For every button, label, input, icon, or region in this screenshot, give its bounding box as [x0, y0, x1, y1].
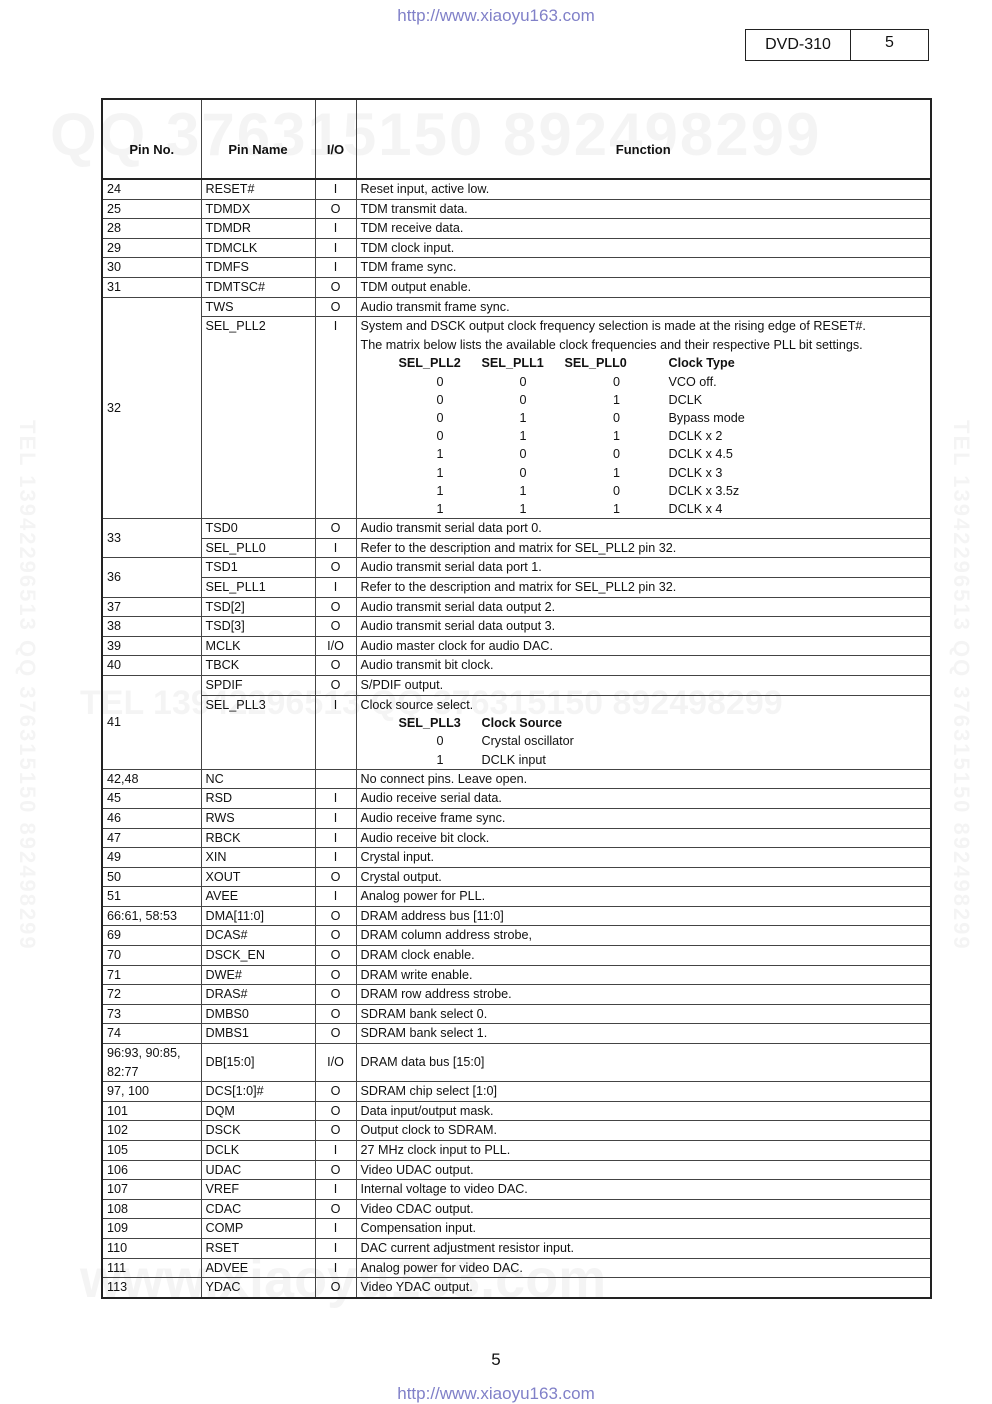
- pin-io: I: [315, 538, 356, 558]
- pin-io: O: [315, 656, 356, 676]
- pin-function: DRAM address bus [11:0]: [356, 906, 931, 926]
- pin-name: DMA[11:0]: [201, 906, 315, 926]
- pin-function: DAC current adjustment resistor input.: [356, 1238, 931, 1258]
- matrix-cell: 0: [612, 374, 620, 389]
- matrix-cell: 1: [436, 483, 444, 498]
- pin-name: TBCK: [201, 656, 315, 676]
- pin-function: Audio transmit serial data output 2.: [356, 597, 931, 617]
- pin-number: 45: [102, 789, 201, 809]
- table-row: [102, 1004, 931, 1024]
- table-header-row: [102, 99, 931, 179]
- pin-number: 31: [102, 277, 201, 297]
- pin-name: TSD1: [201, 558, 315, 578]
- pin-96-group: [102, 1044, 931, 1082]
- pin-name: SEL_PLL1: [201, 577, 315, 597]
- matrix-cell: 1: [612, 465, 620, 480]
- pin-name: DCAS#: [201, 926, 315, 946]
- matrix-cell: 0: [436, 429, 444, 444]
- pin-io: O: [315, 1024, 356, 1044]
- table-row: [102, 1219, 931, 1239]
- table-row: [102, 1082, 931, 1102]
- pin-number: 28: [102, 219, 201, 239]
- pin-function: Audio transmit serial data port 0.: [356, 519, 931, 539]
- table-row: [102, 1044, 931, 1082]
- table-row: [102, 789, 931, 809]
- matrix-cell: 1: [436, 752, 444, 767]
- pin-number: 47: [102, 828, 201, 848]
- pin-name: DSCK_EN: [201, 946, 315, 966]
- matrix-cell: 0: [436, 374, 444, 389]
- table-row: [102, 258, 931, 278]
- pin-io: O: [315, 199, 356, 219]
- matrix-cell: DCLK x 4: [668, 501, 723, 516]
- table-row: [102, 1141, 931, 1161]
- pin-io: I: [315, 848, 356, 868]
- pin-number: 37: [102, 597, 201, 617]
- table-row: [102, 179, 931, 199]
- table-row: [102, 519, 931, 539]
- pin-io: O: [315, 1121, 356, 1141]
- table-row: [102, 675, 931, 695]
- pin-function: DRAM row address strobe.: [356, 985, 931, 1005]
- pin-function: SDRAM bank select 0.: [356, 1004, 931, 1024]
- pin-function: Refer to the description and matrix for SEL_PLL2 pin 32.: [356, 577, 931, 597]
- pin-number: 72: [102, 985, 201, 1005]
- matrix-cell: 1: [436, 447, 444, 462]
- pin-name: SPDIF: [201, 675, 315, 695]
- pin-number: 30: [102, 258, 201, 278]
- watermark-left: [14, 420, 40, 951]
- pin-name: TDMCLK: [201, 238, 315, 258]
- matrix-cell: 1: [612, 392, 620, 407]
- pin-function: TDM frame sync.: [356, 258, 931, 278]
- pin-function: TDM transmit data.: [356, 199, 931, 219]
- table-row: [102, 867, 931, 887]
- pin-name: RESET#: [201, 179, 315, 199]
- pin-function: Audio transmit serial data port 1.: [356, 558, 931, 578]
- pin-name: VREF: [201, 1180, 315, 1200]
- table-row: [102, 577, 931, 597]
- table-row: [102, 985, 931, 1005]
- pin-function: Reset input, active low.: [356, 179, 931, 199]
- matrix-cell: 0: [519, 392, 527, 407]
- pin-name: NC: [201, 769, 315, 789]
- function-line: The matrix below lists the available clock frequencies and their respective PLL bit settings.: [360, 337, 863, 352]
- pin-number: 109: [102, 1219, 201, 1239]
- matrix-cell: 0: [436, 734, 444, 749]
- matrix-cell: DCLK: [668, 392, 703, 407]
- matrix-cell: 1: [519, 410, 527, 425]
- pin-41-group: [102, 675, 931, 769]
- table-row: [102, 656, 931, 676]
- matrix-cell: 0: [436, 392, 444, 407]
- model-box: [745, 29, 929, 61]
- pin-number: 73: [102, 1004, 201, 1024]
- pin-function: Audio receive bit clock.: [356, 828, 931, 848]
- pin-io: O: [315, 926, 356, 946]
- header-function: Function: [356, 99, 931, 179]
- pin-name: DSCK: [201, 1121, 315, 1141]
- table-row: [102, 1258, 931, 1278]
- pin-function: DRAM clock enable.: [356, 946, 931, 966]
- pin-function: No connect pins. Leave open.: [356, 769, 931, 789]
- pin-io: I: [315, 828, 356, 848]
- pin-number: 46: [102, 808, 201, 828]
- pin-number: 105: [102, 1141, 201, 1161]
- pin-name: RWS: [201, 808, 315, 828]
- pin-io: O: [315, 985, 356, 1005]
- pin-function: Crystal input.: [356, 848, 931, 868]
- pin-function: Video CDAC output.: [356, 1199, 931, 1219]
- pin-function: Video UDAC output.: [356, 1160, 931, 1180]
- table-row: [102, 1278, 931, 1298]
- table-row: [102, 965, 931, 985]
- pin-name: XOUT: [201, 867, 315, 887]
- pin-function: Audio receive serial data.: [356, 789, 931, 809]
- pin-number: 24: [102, 179, 201, 199]
- pin-number: 97, 100: [102, 1082, 201, 1102]
- pin-name: YDAC: [201, 1278, 315, 1298]
- rows-group-c: [102, 769, 931, 1043]
- pin-io: O: [315, 867, 356, 887]
- pin-io: I: [315, 1258, 356, 1278]
- pin-name: UDAC: [201, 1160, 315, 1180]
- pin-io: [315, 769, 356, 789]
- matrix-cell: 1: [612, 501, 620, 516]
- matrix-cell: DCLK x 3.5z: [668, 483, 740, 498]
- pin-name: RSD: [201, 789, 315, 809]
- pin-function: SDRAM bank select 1.: [356, 1024, 931, 1044]
- pin-name: TSD[2]: [201, 597, 315, 617]
- pin-io: O: [315, 1004, 356, 1024]
- pin-io: O: [315, 1199, 356, 1219]
- pin-io: I: [315, 1141, 356, 1161]
- matrix-header: SEL_PLL0: [564, 356, 627, 371]
- pin-io: O: [315, 675, 356, 695]
- footer-page-number: 5: [491, 1350, 501, 1369]
- pin-io: I: [315, 577, 356, 597]
- pin-number: 74: [102, 1024, 201, 1044]
- pin-name: ADVEE: [201, 1258, 315, 1278]
- pin-function: TDM receive data.: [356, 219, 931, 239]
- pin-number: 49: [102, 848, 201, 868]
- clock-type-matrix: [399, 354, 927, 518]
- table-row: [102, 906, 931, 926]
- pin-number: 36: [102, 558, 201, 597]
- rows-group-b: [102, 597, 931, 675]
- pin-io: O: [315, 1082, 356, 1102]
- pin-function: Internal voltage to video DAC.: [356, 1180, 931, 1200]
- table-row: [102, 636, 931, 656]
- pin-number: 39: [102, 636, 201, 656]
- pin-io: I: [315, 1238, 356, 1258]
- matrix-header: SEL_PLL3: [398, 716, 461, 731]
- pin-function: TDM output enable.: [356, 277, 931, 297]
- table-row: [102, 887, 931, 907]
- pin-function: DRAM write enable.: [356, 965, 931, 985]
- pin-function: Analog power for PLL.: [356, 887, 931, 907]
- pin-name: DRAS#: [201, 985, 315, 1005]
- pin-io: O: [315, 277, 356, 297]
- pin-function: DRAM data bus [15:0]: [356, 1044, 931, 1082]
- pin-io: I: [315, 179, 356, 199]
- pin-io: I: [315, 1180, 356, 1200]
- matrix-cell: 1: [612, 429, 620, 444]
- matrix-cell: 0: [612, 483, 620, 498]
- header-io: I/O: [315, 99, 356, 179]
- pin-number: 108: [102, 1199, 201, 1219]
- table-row: [102, 617, 931, 637]
- pin-number: 50: [102, 867, 201, 887]
- pin-io: O: [315, 519, 356, 539]
- matrix-cell: DCLK input: [481, 752, 546, 767]
- matrix-cell: 0: [519, 465, 527, 480]
- table-row: [102, 1024, 931, 1044]
- table-row: [102, 828, 931, 848]
- pin-number: 113: [102, 1278, 201, 1298]
- pin-io: I: [315, 887, 356, 907]
- pin-number: 107: [102, 1180, 201, 1200]
- pin-function: Output clock to SDRAM.: [356, 1121, 931, 1141]
- pin-io: I/O: [315, 636, 356, 656]
- pin-number: 40: [102, 656, 201, 676]
- pin-33-group: [102, 519, 931, 558]
- pin-number: [102, 1044, 201, 1082]
- table-row: [102, 1121, 931, 1141]
- header-url[interactable]: http://www.xiaoyu163.com: [397, 6, 595, 25]
- pin-number: 102: [102, 1121, 201, 1141]
- table-row: [102, 1199, 931, 1219]
- pin-table: [101, 98, 932, 1299]
- pin-function: Audio transmit serial data output 3.: [356, 617, 931, 637]
- table-row: [102, 848, 931, 868]
- pin-io: O: [315, 906, 356, 926]
- table-row: [102, 558, 931, 578]
- pin-number-line: 96:93, 90:85,: [107, 1046, 181, 1061]
- pin-name: RBCK: [201, 828, 315, 848]
- pin-name: SEL_PLL3: [201, 695, 315, 769]
- matrix-cell: 0: [612, 410, 620, 425]
- matrix-cell: 1: [436, 501, 444, 516]
- pin-function: Data input/output mask.: [356, 1101, 931, 1121]
- pin-name: TSD[3]: [201, 617, 315, 637]
- pin-name: TDMDX: [201, 199, 315, 219]
- table-row: [102, 769, 931, 789]
- pin-io: I: [315, 219, 356, 239]
- pin-name: TSD0: [201, 519, 315, 539]
- pin-function: Audio transmit bit clock.: [356, 656, 931, 676]
- pin-name: COMP: [201, 1219, 315, 1239]
- matrix-cell: 0: [436, 410, 444, 425]
- matrix-cell: VCO off.: [668, 374, 717, 389]
- pin-number: 51: [102, 887, 201, 907]
- pin-io: I: [315, 258, 356, 278]
- pin-number: 106: [102, 1160, 201, 1180]
- pin-function: TDM clock input.: [356, 238, 931, 258]
- matrix-cell: Crystal oscillator: [481, 734, 574, 749]
- pin-name: DMBS1: [201, 1024, 315, 1044]
- pin-io: O: [315, 617, 356, 637]
- pin-function: Audio receive frame sync.: [356, 808, 931, 828]
- pin-io: O: [315, 597, 356, 617]
- pin-number: 25: [102, 199, 201, 219]
- pin-function: SDRAM chip select [1:0]: [356, 1082, 931, 1102]
- table-row: [102, 297, 931, 317]
- matrix-cell: 0: [519, 447, 527, 462]
- table-row: [102, 1101, 931, 1121]
- pin-function: Audio transmit frame sync.: [356, 297, 931, 317]
- matrix-cell: 1: [519, 483, 527, 498]
- matrix-header: SEL_PLL1: [481, 356, 544, 371]
- function-line: Clock source select.: [360, 697, 474, 712]
- matrix-cell: 0: [519, 374, 527, 389]
- pin-io: O: [315, 297, 356, 317]
- pin-function: DRAM column address strobe,: [356, 926, 931, 946]
- table-row: [102, 538, 931, 558]
- pin-io: O: [315, 558, 356, 578]
- pin-function: Video YDAC output.: [356, 1278, 931, 1298]
- table-row: [102, 1180, 931, 1200]
- pin-number: 101: [102, 1101, 201, 1121]
- pin-function: 27 MHz clock input to PLL.: [356, 1141, 931, 1161]
- pin-name: DQM: [201, 1101, 315, 1121]
- matrix-cell: 0: [612, 447, 620, 462]
- pin-io: O: [315, 1160, 356, 1180]
- pin-number: 38: [102, 617, 201, 637]
- pin-name: XIN: [201, 848, 315, 868]
- pin-number: 33: [102, 519, 201, 558]
- pin-name: DCS[1:0]#: [201, 1082, 315, 1102]
- pin-io: O: [315, 1101, 356, 1121]
- rows-group-d: [102, 1082, 931, 1298]
- header-page-number: 5: [885, 34, 894, 51]
- pin-number: 70: [102, 946, 201, 966]
- matrix-header: Clock Type: [668, 356, 735, 371]
- pin-number: 29: [102, 238, 201, 258]
- pin-function: S/PDIF output.: [356, 675, 931, 695]
- pin-io: I: [315, 238, 356, 258]
- matrix-cell: 1: [436, 465, 444, 480]
- pin-name: TDMDR: [201, 219, 315, 239]
- pin-name: CDAC: [201, 1199, 315, 1219]
- pin-io: I: [315, 317, 356, 519]
- table-row: [102, 926, 931, 946]
- pin-name: TDMTSC#: [201, 277, 315, 297]
- pin-name: DMBS0: [201, 1004, 315, 1024]
- pin-function: Crystal output.: [356, 867, 931, 887]
- function-line: System and DSCK output clock frequency selection is made at the rising edge of RESET#.: [360, 319, 866, 334]
- matrix-cell: 1: [519, 501, 527, 516]
- table-row: [102, 1160, 931, 1180]
- footer-url[interactable]: http://www.xiaoyu163.com: [397, 1384, 595, 1403]
- pin-number: 41: [102, 675, 201, 769]
- pin-number-line: 82:77: [107, 1064, 139, 1079]
- watermark-right: [948, 420, 974, 951]
- table-row: [102, 199, 931, 219]
- pin-name: DWE#: [201, 965, 315, 985]
- table-row: [102, 1238, 931, 1258]
- pin-function: [356, 695, 931, 769]
- matrix-cell: DCLK x 4.5: [668, 447, 733, 462]
- pin-number: 69: [102, 926, 201, 946]
- pin-function: Refer to the description and matrix for SEL_PLL2 pin 32.: [356, 538, 931, 558]
- pin-function: Compensation input.: [356, 1219, 931, 1239]
- matrix-header: SEL_PLL2: [398, 356, 461, 371]
- pin-name: SEL_PLL2: [201, 317, 315, 519]
- rows-group-a: [102, 179, 931, 297]
- pin-io: I: [315, 808, 356, 828]
- pin-io: I/O: [315, 1044, 356, 1082]
- table-row: [102, 277, 931, 297]
- matrix-cell: 1: [519, 429, 527, 444]
- pin-io: I: [315, 789, 356, 809]
- pin-name: MCLK: [201, 636, 315, 656]
- pin-function: Audio master clock for audio DAC.: [356, 636, 931, 656]
- pin-number: 42,48: [102, 769, 201, 789]
- pin-name: DB[15:0]: [201, 1044, 315, 1082]
- pin-io: I: [315, 1219, 356, 1239]
- table-row: [102, 946, 931, 966]
- clock-source-matrix: [399, 714, 927, 769]
- pin-io: O: [315, 946, 356, 966]
- pin-name: TDMFS: [201, 258, 315, 278]
- table-row: [102, 238, 931, 258]
- table-row: [102, 695, 931, 769]
- pin-number: 66:61, 58:53: [102, 906, 201, 926]
- header-pin-name: Pin Name: [201, 99, 315, 179]
- pin-io: O: [315, 1278, 356, 1298]
- table-row: [102, 808, 931, 828]
- pin-function: [356, 317, 931, 519]
- table-row: [102, 597, 931, 617]
- pin-name: RSET: [201, 1238, 315, 1258]
- model-name: DVD-310: [746, 30, 851, 60]
- pin-io: I: [315, 695, 356, 769]
- pin-function: Analog power for video DAC.: [356, 1258, 931, 1278]
- matrix-cell: DCLK x 3: [668, 465, 723, 480]
- pin-number: 110: [102, 1238, 201, 1258]
- matrix-header: Clock Source: [481, 716, 562, 731]
- matrix-cell: DCLK x 2: [668, 429, 723, 444]
- pin-number: 71: [102, 965, 201, 985]
- table-row: [102, 219, 931, 239]
- header-pin-no: Pin No.: [102, 99, 201, 179]
- pin-number: 32: [102, 297, 201, 519]
- pin-32-group: [102, 297, 931, 519]
- pin-name: AVEE: [201, 887, 315, 907]
- pin-number: 111: [102, 1258, 201, 1278]
- table-row: [102, 317, 931, 519]
- pin-io: O: [315, 965, 356, 985]
- matrix-cell: Bypass mode: [668, 410, 745, 425]
- pin-name: DCLK: [201, 1141, 315, 1161]
- pin-name: TWS: [201, 297, 315, 317]
- pin-36-group: [102, 558, 931, 597]
- pin-name: SEL_PLL0: [201, 538, 315, 558]
